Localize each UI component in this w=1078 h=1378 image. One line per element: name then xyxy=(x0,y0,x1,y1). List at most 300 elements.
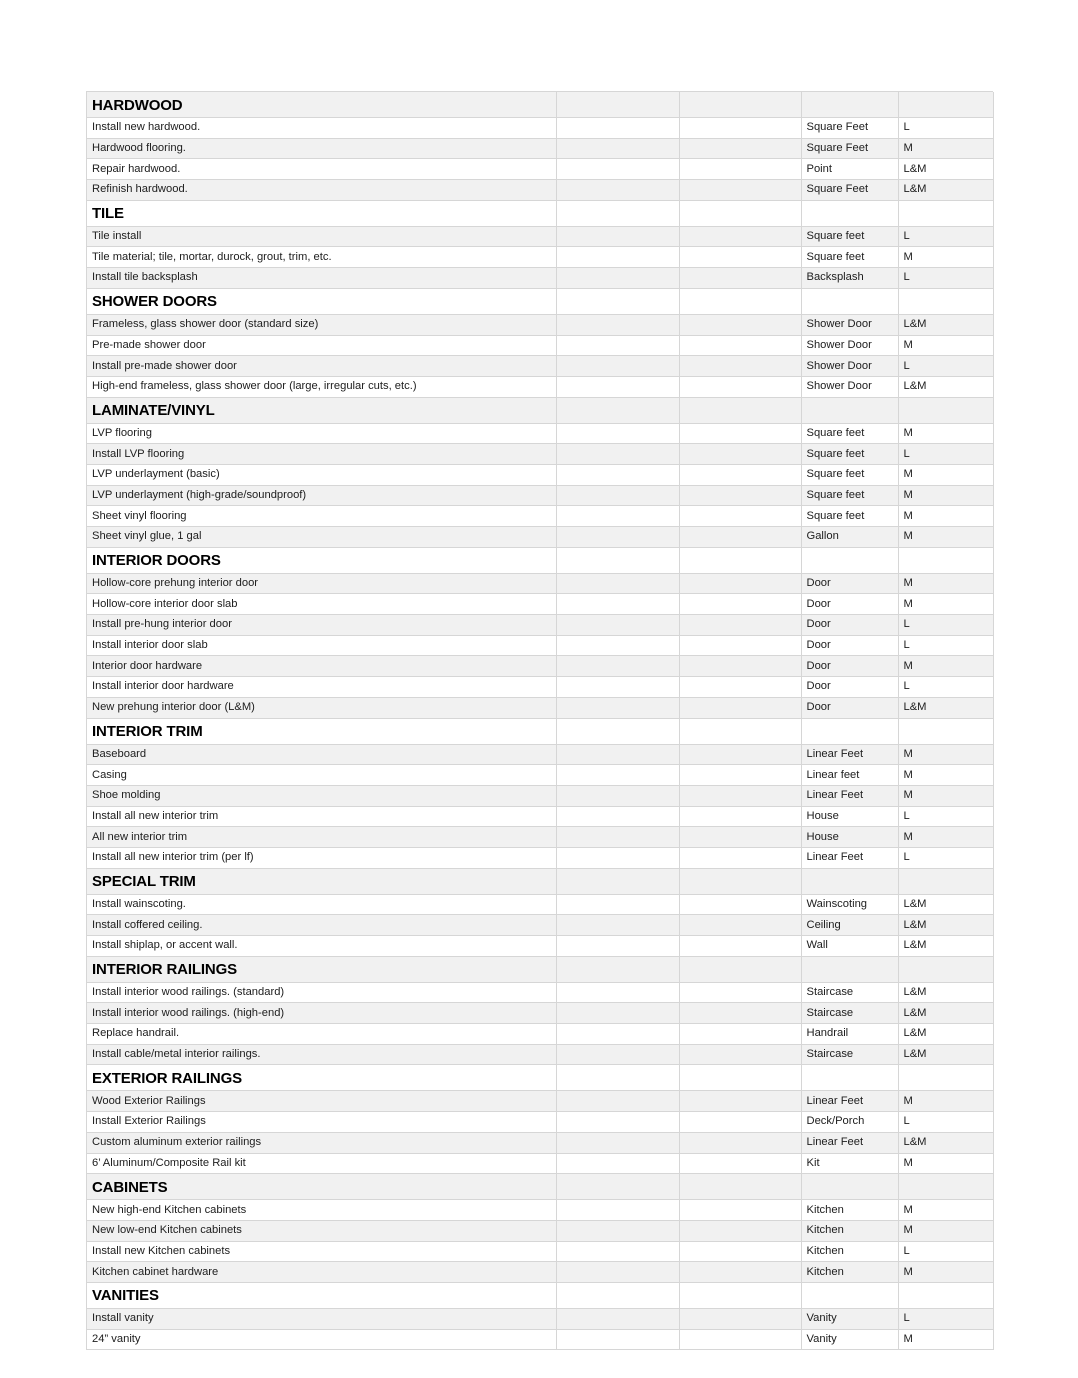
item-description-cell: Install new hardwood. xyxy=(87,118,556,139)
type-code-cell: M xyxy=(898,464,993,485)
item-description-cell: Install LVP flooring xyxy=(87,444,556,465)
empty-cell xyxy=(898,200,993,226)
quantity-cell[interactable] xyxy=(679,1091,801,1112)
type-code-cell: M xyxy=(898,765,993,786)
table-row xyxy=(87,356,993,377)
unit-cell: Deck/Porch xyxy=(801,1112,898,1133)
item-description-cell: Kitchen cabinet hardware xyxy=(87,1262,556,1283)
unit-cell: Linear Feet xyxy=(801,1091,898,1112)
quantity-cell[interactable] xyxy=(679,464,801,485)
section-heading: SPECIAL TRIM xyxy=(87,868,556,894)
type-code-cell: L xyxy=(898,226,993,247)
price-cell[interactable] xyxy=(556,594,679,615)
item-description-cell: Hollow-core interior door slab xyxy=(87,594,556,615)
type-code-cell: L&M xyxy=(898,159,993,180)
empty-cell xyxy=(898,547,993,573)
unit-cell: Vanity xyxy=(801,1329,898,1350)
quantity-cell[interactable] xyxy=(679,226,801,247)
quantity-cell[interactable] xyxy=(679,697,801,718)
type-code-cell: M xyxy=(898,1329,993,1350)
quantity-cell[interactable] xyxy=(679,915,801,936)
price-cell[interactable] xyxy=(556,1308,679,1329)
price-cell[interactable] xyxy=(556,894,679,915)
item-description-cell: Pre-made shower door xyxy=(87,335,556,356)
unit-cell: Point xyxy=(801,159,898,180)
price-cell[interactable] xyxy=(556,356,679,377)
table-row xyxy=(87,697,993,718)
section-header-row xyxy=(87,1065,993,1091)
unit-cell: Square feet xyxy=(801,226,898,247)
unit-cell: Kitchen xyxy=(801,1220,898,1241)
type-code-cell: M xyxy=(898,485,993,506)
quantity-cell[interactable] xyxy=(679,247,801,268)
price-cell[interactable] xyxy=(556,180,679,201)
type-code-cell: L xyxy=(898,615,993,636)
empty-cell xyxy=(679,92,801,118)
table-body xyxy=(87,92,993,1350)
quantity-cell[interactable] xyxy=(679,635,801,656)
price-cell[interactable] xyxy=(556,1153,679,1174)
quantity-cell[interactable] xyxy=(679,936,801,957)
item-description-cell: Install pre-made shower door xyxy=(87,356,556,377)
price-cell[interactable] xyxy=(556,314,679,335)
price-cell[interactable] xyxy=(556,268,679,289)
type-code-cell: M xyxy=(898,594,993,615)
type-code-cell: L xyxy=(898,847,993,868)
item-description-cell: Frameless, glass shower door (standard size) xyxy=(87,314,556,335)
price-cell[interactable] xyxy=(556,1091,679,1112)
item-description-cell: Install interior wood railings. (high-end) xyxy=(87,1003,556,1024)
table-row xyxy=(87,1200,993,1221)
item-description-cell: Hardwood flooring. xyxy=(87,138,556,159)
table-row xyxy=(87,765,993,786)
quantity-cell[interactable] xyxy=(679,314,801,335)
item-description-cell: Install cable/metal interior railings. xyxy=(87,1044,556,1065)
table-row xyxy=(87,464,993,485)
item-description-cell: 6’ Aluminum/Composite Rail kit xyxy=(87,1153,556,1174)
type-code-cell: L&M xyxy=(898,894,993,915)
price-cell[interactable] xyxy=(556,464,679,485)
item-description-cell: Shoe molding xyxy=(87,785,556,806)
price-cell[interactable] xyxy=(556,677,679,698)
quantity-cell[interactable] xyxy=(679,615,801,636)
table-row xyxy=(87,894,993,915)
price-cell[interactable] xyxy=(556,1024,679,1045)
table-row xyxy=(87,376,993,397)
price-cell[interactable] xyxy=(556,697,679,718)
quantity-cell[interactable] xyxy=(679,1112,801,1133)
unit-cell: Linear Feet xyxy=(801,1132,898,1153)
unit-cell: Vanity xyxy=(801,1308,898,1329)
unit-cell: Square Feet xyxy=(801,138,898,159)
quantity-cell[interactable] xyxy=(679,1044,801,1065)
price-cell[interactable] xyxy=(556,656,679,677)
table-row xyxy=(87,138,993,159)
table-row xyxy=(87,226,993,247)
empty-cell xyxy=(801,288,898,314)
item-description-cell: New high-end Kitchen cabinets xyxy=(87,1200,556,1221)
table-row xyxy=(87,1003,993,1024)
type-code-cell: M xyxy=(898,335,993,356)
quantity-cell[interactable] xyxy=(679,982,801,1003)
quantity-cell[interactable] xyxy=(679,594,801,615)
quantity-cell[interactable] xyxy=(679,159,801,180)
empty-cell xyxy=(679,718,801,744)
empty-cell xyxy=(898,718,993,744)
type-code-cell: L xyxy=(898,1112,993,1133)
price-cell[interactable] xyxy=(556,138,679,159)
price-cell[interactable] xyxy=(556,936,679,957)
empty-cell xyxy=(801,397,898,423)
price-cell[interactable] xyxy=(556,573,679,594)
quantity-cell[interactable] xyxy=(679,785,801,806)
price-cell[interactable] xyxy=(556,635,679,656)
unit-cell: House xyxy=(801,806,898,827)
section-heading: INTERIOR TRIM xyxy=(87,718,556,744)
section-header-row xyxy=(87,1174,993,1200)
table-row xyxy=(87,1329,993,1350)
price-cell[interactable] xyxy=(556,915,679,936)
section-header-row xyxy=(87,397,993,423)
unit-cell: Shower Door xyxy=(801,376,898,397)
empty-cell xyxy=(898,1065,993,1091)
item-description-cell: Sheet vinyl glue, 1 gal xyxy=(87,527,556,548)
table-row xyxy=(87,1132,993,1153)
item-description-cell: Baseboard xyxy=(87,744,556,765)
price-cell[interactable] xyxy=(556,1241,679,1262)
unit-cell: Kitchen xyxy=(801,1200,898,1221)
quantity-cell[interactable] xyxy=(679,1241,801,1262)
unit-cell: Square feet xyxy=(801,247,898,268)
unit-cell: Shower Door xyxy=(801,314,898,335)
item-description-cell: Install Exterior Railings xyxy=(87,1112,556,1133)
price-cell[interactable] xyxy=(556,335,679,356)
quantity-cell[interactable] xyxy=(679,506,801,527)
section-heading: HARDWOOD xyxy=(87,92,556,118)
unit-cell: Square Feet xyxy=(801,118,898,139)
price-cell[interactable] xyxy=(556,506,679,527)
unit-cell: Door xyxy=(801,656,898,677)
quantity-cell[interactable] xyxy=(679,1200,801,1221)
table-row xyxy=(87,656,993,677)
type-code-cell: L xyxy=(898,677,993,698)
table-row xyxy=(87,982,993,1003)
table-row xyxy=(87,1241,993,1262)
table-row xyxy=(87,1091,993,1112)
price-cell[interactable] xyxy=(556,827,679,848)
empty-cell xyxy=(898,397,993,423)
quantity-cell[interactable] xyxy=(679,806,801,827)
price-cell[interactable] xyxy=(556,423,679,444)
price-cell[interactable] xyxy=(556,118,679,139)
type-code-cell: M xyxy=(898,423,993,444)
empty-cell xyxy=(898,288,993,314)
table-row xyxy=(87,744,993,765)
item-description-cell: Wood Exterior Railings xyxy=(87,1091,556,1112)
section-header-row xyxy=(87,718,993,744)
type-code-cell: L&M xyxy=(898,1024,993,1045)
quantity-cell[interactable] xyxy=(679,1262,801,1283)
quantity-cell[interactable] xyxy=(679,444,801,465)
price-cell[interactable] xyxy=(556,1200,679,1221)
table-row xyxy=(87,827,993,848)
quantity-cell[interactable] xyxy=(679,1003,801,1024)
quantity-cell[interactable] xyxy=(679,1308,801,1329)
price-cell[interactable] xyxy=(556,1003,679,1024)
type-code-cell: M xyxy=(898,573,993,594)
type-code-cell: M xyxy=(898,138,993,159)
item-description-cell: Install interior door slab xyxy=(87,635,556,656)
unit-cell: Staircase xyxy=(801,982,898,1003)
section-header-row xyxy=(87,547,993,573)
unit-cell: Staircase xyxy=(801,1044,898,1065)
price-cell[interactable] xyxy=(556,1044,679,1065)
table-row xyxy=(87,485,993,506)
type-code-cell: M xyxy=(898,527,993,548)
type-code-cell: M xyxy=(898,744,993,765)
quantity-cell[interactable] xyxy=(679,335,801,356)
unit-cell: Handrail xyxy=(801,1024,898,1045)
empty-cell xyxy=(801,547,898,573)
empty-cell xyxy=(801,92,898,118)
quantity-cell[interactable] xyxy=(679,1132,801,1153)
item-description-cell: New low-end Kitchen cabinets xyxy=(87,1220,556,1241)
estimate-table xyxy=(87,92,994,1350)
price-cell[interactable] xyxy=(556,1112,679,1133)
item-description-cell: Replace handrail. xyxy=(87,1024,556,1045)
price-cell[interactable] xyxy=(556,806,679,827)
empty-cell xyxy=(679,868,801,894)
table-row xyxy=(87,1044,993,1065)
empty-cell xyxy=(556,1174,679,1200)
section-header-row xyxy=(87,200,993,226)
unit-cell: Square feet xyxy=(801,423,898,444)
empty-cell xyxy=(801,956,898,982)
table-row xyxy=(87,635,993,656)
type-code-cell: L&M xyxy=(898,1003,993,1024)
quantity-cell[interactable] xyxy=(679,827,801,848)
unit-cell: Door xyxy=(801,697,898,718)
empty-cell xyxy=(898,1174,993,1200)
empty-cell xyxy=(801,718,898,744)
empty-cell xyxy=(801,1174,898,1200)
section-header-row xyxy=(87,1282,993,1308)
empty-cell xyxy=(556,92,679,118)
empty-cell xyxy=(556,547,679,573)
quantity-cell[interactable] xyxy=(679,118,801,139)
section-heading: LAMINATE/VINYL xyxy=(87,397,556,423)
type-code-cell: M xyxy=(898,1220,993,1241)
item-description-cell: Install tile backsplash xyxy=(87,268,556,289)
unit-cell: Shower Door xyxy=(801,356,898,377)
quantity-cell[interactable] xyxy=(679,1329,801,1350)
item-description-cell: LVP underlayment (basic) xyxy=(87,464,556,485)
unit-cell: Staircase xyxy=(801,1003,898,1024)
section-heading: CABINETS xyxy=(87,1174,556,1200)
type-code-cell: M xyxy=(898,827,993,848)
price-cell[interactable] xyxy=(556,1132,679,1153)
quantity-cell[interactable] xyxy=(679,765,801,786)
table-row xyxy=(87,335,993,356)
empty-cell xyxy=(898,868,993,894)
item-description-cell: All new interior trim xyxy=(87,827,556,848)
quantity-cell[interactable] xyxy=(679,1024,801,1045)
item-description-cell: LVP flooring xyxy=(87,423,556,444)
price-cell[interactable] xyxy=(556,785,679,806)
type-code-cell: M xyxy=(898,656,993,677)
unit-cell: Door xyxy=(801,677,898,698)
item-description-cell: LVP underlayment (high-grade/soundproof) xyxy=(87,485,556,506)
type-code-cell: M xyxy=(898,1200,993,1221)
table-row xyxy=(87,1024,993,1045)
quantity-cell[interactable] xyxy=(679,423,801,444)
unit-cell: Square feet xyxy=(801,444,898,465)
empty-cell xyxy=(898,956,993,982)
quantity-cell[interactable] xyxy=(679,573,801,594)
item-description-cell: Hollow-core prehung interior door xyxy=(87,573,556,594)
empty-cell xyxy=(556,868,679,894)
quantity-cell[interactable] xyxy=(679,527,801,548)
price-cell[interactable] xyxy=(556,444,679,465)
item-description-cell: Install all new interior trim (per lf) xyxy=(87,847,556,868)
empty-cell xyxy=(679,1282,801,1308)
type-code-cell: L xyxy=(898,635,993,656)
price-cell[interactable] xyxy=(556,527,679,548)
empty-cell xyxy=(679,547,801,573)
type-code-cell: L&M xyxy=(898,180,993,201)
section-heading: INTERIOR RAILINGS xyxy=(87,956,556,982)
quantity-cell[interactable] xyxy=(679,180,801,201)
empty-cell xyxy=(679,1065,801,1091)
unit-cell: Shower Door xyxy=(801,335,898,356)
price-cell[interactable] xyxy=(556,744,679,765)
unit-cell: Door xyxy=(801,635,898,656)
table-row xyxy=(87,573,993,594)
empty-cell xyxy=(801,1065,898,1091)
empty-cell xyxy=(679,288,801,314)
empty-cell xyxy=(679,956,801,982)
item-description-cell: Sheet vinyl flooring xyxy=(87,506,556,527)
price-cell[interactable] xyxy=(556,847,679,868)
table-row xyxy=(87,180,993,201)
table-row xyxy=(87,423,993,444)
item-description-cell: Repair hardwood. xyxy=(87,159,556,180)
item-description-cell: Tile material; tile, mortar, durock, grout, trim, etc. xyxy=(87,247,556,268)
item-description-cell: Tile install xyxy=(87,226,556,247)
quantity-cell[interactable] xyxy=(679,677,801,698)
estimate-worksheet xyxy=(86,91,993,1350)
unit-cell: Wainscoting xyxy=(801,894,898,915)
unit-cell: Kit xyxy=(801,1153,898,1174)
type-code-cell: L&M xyxy=(898,982,993,1003)
section-heading: SHOWER DOORS xyxy=(87,288,556,314)
quantity-cell[interactable] xyxy=(679,485,801,506)
table-row xyxy=(87,314,993,335)
empty-cell xyxy=(556,1065,679,1091)
quantity-cell[interactable] xyxy=(679,356,801,377)
type-code-cell: L&M xyxy=(898,1044,993,1065)
price-cell[interactable] xyxy=(556,1262,679,1283)
empty-cell xyxy=(556,200,679,226)
section-header-row xyxy=(87,92,993,118)
empty-cell xyxy=(679,1174,801,1200)
section-header-row xyxy=(87,868,993,894)
table-row xyxy=(87,268,993,289)
type-code-cell: L xyxy=(898,444,993,465)
unit-cell: Door xyxy=(801,594,898,615)
section-heading: EXTERIOR RAILINGS xyxy=(87,1065,556,1091)
quantity-cell[interactable] xyxy=(679,656,801,677)
quantity-cell[interactable] xyxy=(679,744,801,765)
table-row xyxy=(87,247,993,268)
quantity-cell[interactable] xyxy=(679,847,801,868)
price-cell[interactable] xyxy=(556,1220,679,1241)
table-row xyxy=(87,677,993,698)
section-heading: VANITIES xyxy=(87,1282,556,1308)
type-code-cell: M xyxy=(898,1091,993,1112)
quantity-cell[interactable] xyxy=(679,138,801,159)
price-cell[interactable] xyxy=(556,765,679,786)
item-description-cell: Install new Kitchen cabinets xyxy=(87,1241,556,1262)
table-row xyxy=(87,1262,993,1283)
empty-cell xyxy=(556,397,679,423)
item-description-cell: Custom aluminum exterior railings xyxy=(87,1132,556,1153)
quantity-cell[interactable] xyxy=(679,376,801,397)
type-code-cell: M xyxy=(898,1262,993,1283)
unit-cell: House xyxy=(801,827,898,848)
item-description-cell: High-end frameless, glass shower door (large, irregular cuts, etc.) xyxy=(87,376,556,397)
table-row xyxy=(87,594,993,615)
unit-cell: Linear Feet xyxy=(801,785,898,806)
section-header-row xyxy=(87,288,993,314)
quantity-cell[interactable] xyxy=(679,1153,801,1174)
item-description-cell: Install coffered ceiling. xyxy=(87,915,556,936)
price-cell[interactable] xyxy=(556,376,679,397)
price-cell[interactable] xyxy=(556,1329,679,1350)
quantity-cell[interactable] xyxy=(679,894,801,915)
unit-cell: Backsplash xyxy=(801,268,898,289)
type-code-cell: L&M xyxy=(898,697,993,718)
quantity-cell[interactable] xyxy=(679,268,801,289)
table-row xyxy=(87,159,993,180)
price-cell[interactable] xyxy=(556,982,679,1003)
type-code-cell: L xyxy=(898,118,993,139)
unit-cell: Door xyxy=(801,573,898,594)
item-description-cell: Install interior door hardware xyxy=(87,677,556,698)
unit-cell: Square feet xyxy=(801,485,898,506)
unit-cell: Square Feet xyxy=(801,180,898,201)
price-cell[interactable] xyxy=(556,485,679,506)
item-description-cell: Install vanity xyxy=(87,1308,556,1329)
price-cell[interactable] xyxy=(556,615,679,636)
item-description-cell: Install interior wood railings. (standard) xyxy=(87,982,556,1003)
table-row xyxy=(87,527,993,548)
table-row xyxy=(87,615,993,636)
quantity-cell[interactable] xyxy=(679,1220,801,1241)
type-code-cell: L&M xyxy=(898,936,993,957)
price-cell[interactable] xyxy=(556,247,679,268)
item-description-cell: Install shiplap, or accent wall. xyxy=(87,936,556,957)
unit-cell: Linear feet xyxy=(801,765,898,786)
type-code-cell: L xyxy=(898,1241,993,1262)
item-description-cell: Install wainscoting. xyxy=(87,894,556,915)
type-code-cell: M xyxy=(898,506,993,527)
table-row xyxy=(87,1220,993,1241)
table-row xyxy=(87,1153,993,1174)
price-cell[interactable] xyxy=(556,159,679,180)
table-row xyxy=(87,1112,993,1133)
price-cell[interactable] xyxy=(556,226,679,247)
